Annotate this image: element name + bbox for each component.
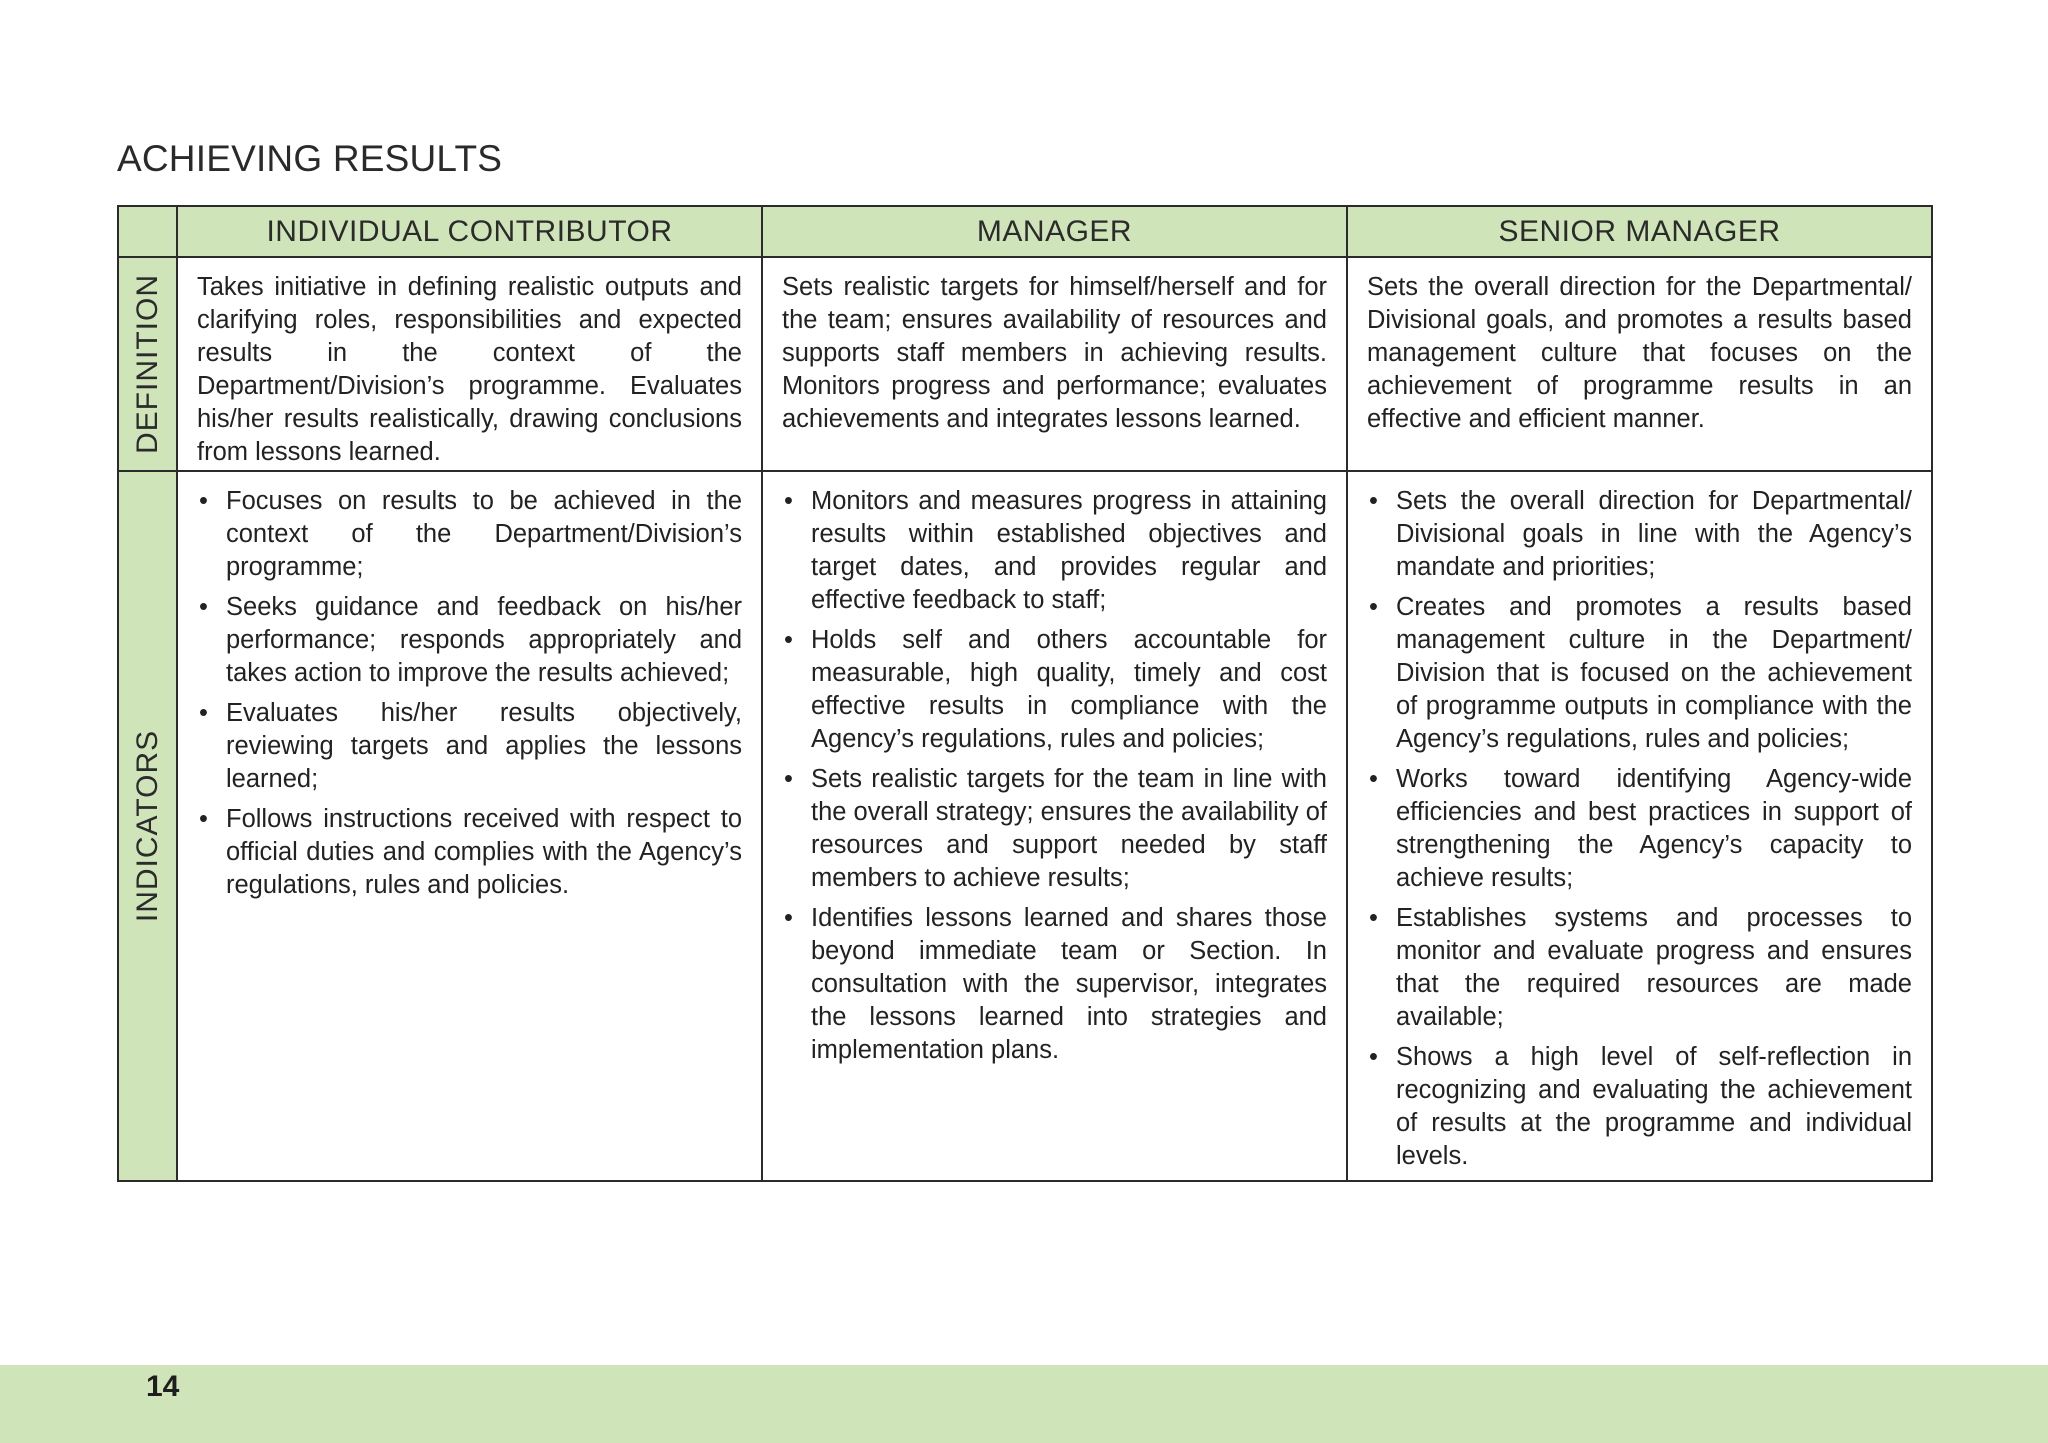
footer-band [0,1365,2048,1443]
bullet-icon: • [784,904,793,932]
header-manager: MANAGER [762,206,1347,257]
page-number: 14 [146,1370,180,1403]
indicator-item [1367,591,1912,756]
indicators-row [118,471,1932,1181]
indicator-text: Shows a high level of self-reflection in recognizing and evaluating the achievement of results at the programme and individual levels. [1396,1043,1912,1170]
definition-senior-manager [1347,257,1932,471]
bullet-icon: • [199,805,208,833]
indicator-list [1367,485,1912,1173]
bullet-icon: • [1369,593,1378,621]
indicator-text: Establishes systems and processes to monitor and evaluate progress and ensures that the required resources are made available; [1396,904,1912,1031]
definition-text: Sets realistic targets for himself/herself and for the team; ensures availability of resources and supports staff members in achieving results. Monitors progress and performance; evaluates achievements and integrates lessons learned. [782,273,1327,433]
bullet-icon: • [784,765,793,793]
definition-row-label: DEFINITION [130,274,164,454]
indicator-list [197,485,742,902]
bullet-icon: • [1369,1043,1378,1071]
definition-individual-contributor [177,257,762,471]
indicator-item [197,803,742,902]
indicators-individual-contributor [177,471,762,1181]
bullet-icon: • [1369,904,1378,932]
bullet-icon: • [199,593,208,621]
definition-row-label-cell [118,257,177,471]
indicator-item [197,485,742,584]
indicator-text: Focuses on results to be achieved in the context of the Department/Division’s programme; [226,487,742,581]
bullet-icon: • [1369,765,1378,793]
indicator-text: Monitors and measures progress in attaining results within established objectives and target dates, and provides regular and effective feedback to staff; [811,487,1327,614]
bullet-icon: • [199,487,208,515]
indicator-item [782,624,1327,756]
competency-table [117,205,1933,1182]
bullet-icon: • [784,626,793,654]
definition-text: Takes initiative in defining realistic outputs and clarifying roles, responsibilities and expected results in the context of the Department/Division’s programme. Evaluates his/her results realistically, drawing conclusions from lessons learned. [197,273,742,466]
table-header-row [118,206,1932,257]
bullet-icon: • [784,487,793,515]
definition-manager [762,257,1347,471]
indicator-item [1367,1041,1912,1173]
indicator-text: Evaluates his/her results objectively, reviewing targets and applies the lessons learned; [226,699,742,793]
indicator-item [782,902,1327,1067]
bullet-icon: • [199,699,208,727]
indicator-item [782,763,1327,895]
header-individual-contributor: INDIVIDUAL CONTRIBUTOR [177,206,762,257]
table-corner [118,206,177,257]
indicator-text: Identifies lessons learned and shares those beyond immediate team or Section. In consultation with the supervisor, integrates the lessons learned into strategies and implementation plans. [811,904,1327,1064]
indicators-manager [762,471,1347,1181]
definition-text: Sets the overall direction for the Departmental/ Divisional goals, and promotes a results based management culture that focuses on the achievement of programme results in an effective and efficient manner. [1367,273,1912,433]
page-title: ACHIEVING RESULTS [117,138,503,179]
indicators-row-label-cell [118,471,177,1181]
bullet-icon: • [1369,487,1378,515]
indicator-list [782,485,1327,1067]
header-senior-manager: SENIOR MANAGER [1347,206,1932,257]
indicator-text: Works toward identifying Agency-wide efficiencies and best practices in support of strengthening the Agency’s capacity to achieve results; [1396,765,1912,892]
indicator-item [197,697,742,796]
indicator-text: Creates and promotes a results based management culture in the Department/ Division that is focused on the achievement of programme outputs in compliance with the Agency’s regulations, rules and policies; [1396,593,1912,753]
indicator-text: Holds self and others accountable for measurable, high quality, timely and cost effective results in compliance with the Agency’s regulations, rules and policies; [811,626,1327,753]
indicator-text: Sets the overall direction for Departmental/ Divisional goals in line with the Agency’s mandate and priorities; [1396,487,1912,581]
indicator-text: Follows instructions received with respect to official duties and complies with the Agency’s regulations, rules and policies. [226,805,742,899]
indicator-item [1367,763,1912,895]
indicator-text: Sets realistic targets for the team in line with the overall strategy; ensures the availability of resources and support needed by staff members to achieve results; [811,765,1327,892]
indicators-senior-manager [1347,471,1932,1181]
indicator-text: Seeks guidance and feedback on his/her performance; responds appropriately and takes action to improve the results achieved; [226,593,742,687]
indicator-item [197,591,742,690]
indicator-item [1367,485,1912,584]
indicators-row-label: INDICATORS [130,729,164,923]
indicator-item [1367,902,1912,1034]
definition-row [118,257,1932,471]
indicator-item [782,485,1327,617]
